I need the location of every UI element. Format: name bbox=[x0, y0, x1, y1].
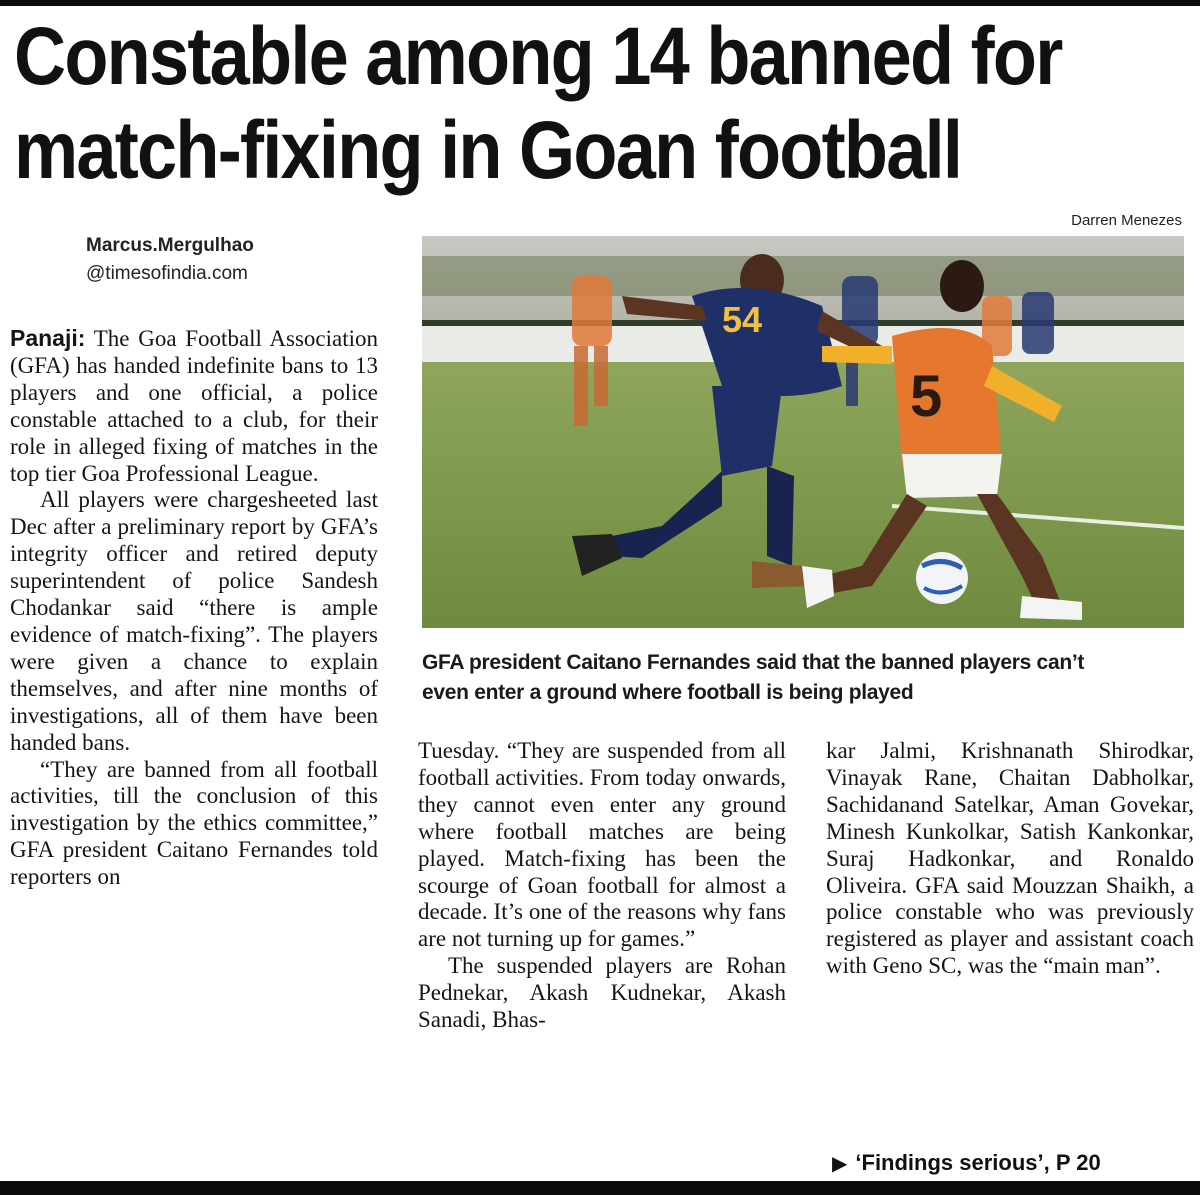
article-paragraph: All players were chargesheeted last Dec after a preliminary report by GFA’s integrity officer and retired deputy superintendent of police Sandesh Chodankar said “there is ample evidence of match-fixing”. The players were given a chance to explain themselves, and after nine months of investigations, all of them have been handed bans. bbox=[10, 487, 378, 755]
caption-line-2: even enter a ground where football is being played bbox=[422, 681, 914, 704]
headline-line-1: Constable among 14 banned for bbox=[14, 11, 1062, 102]
bottom-rule bbox=[0, 1181, 1200, 1195]
article-paragraph: The suspended players are Rohan Pednekar, Akash Kudnekar, Akash Sanadi, Bhas- bbox=[418, 953, 786, 1033]
article-paragraph bbox=[10, 325, 378, 487]
byline-email: @timesofindia.com bbox=[86, 263, 248, 284]
football-match-illustration bbox=[422, 236, 1184, 628]
jersey-number-54: 54 bbox=[722, 299, 763, 340]
match-photo bbox=[422, 236, 1184, 628]
dateline: Panaji: bbox=[10, 325, 86, 351]
continued-on-page-link[interactable] bbox=[832, 1150, 1101, 1176]
jersey-number-5: 5 bbox=[910, 364, 943, 429]
headline-line-2: match-fixing in Goan football bbox=[14, 105, 962, 196]
play-arrow-icon: ▶ bbox=[832, 1152, 848, 1175]
article-text: The Goa Football Association (GFA) has handed indefinite bans to 13 players and one official, a police constable attached to a club, for their role in alleged fixing of matches in the top tier Goa Professional League. bbox=[10, 326, 378, 486]
article-paragraph: Tuesday. “They are suspended from all football activities. From today onwards, they cannot even enter any ground where football matches are being played. Match-fixing has been the scourge of Goan football for almost a decade. It’s one of the reasons why fans are not turning up for games.” bbox=[418, 738, 786, 952]
byline-name: Marcus.Mergulhao bbox=[86, 235, 254, 256]
article-paragraph: “They are banned from all football activities, till the conclusion of this investigation by the ethics committee,” GFA president Caitano Fernandes told reporters on bbox=[10, 756, 378, 890]
continued-text: ‘Findings serious’, P 20 bbox=[855, 1150, 1101, 1175]
football-icon bbox=[916, 552, 968, 604]
caption-line-1: GFA president Caitano Fernandes said that the banned players can’t bbox=[422, 651, 1085, 674]
photo-caption bbox=[422, 648, 1192, 708]
article-column-3 bbox=[826, 738, 1194, 980]
article-column-2 bbox=[418, 738, 786, 1034]
headline bbox=[14, 10, 1062, 198]
byline bbox=[86, 232, 254, 288]
photo-credit: Darren Menezes bbox=[1071, 212, 1182, 229]
top-rule bbox=[0, 0, 1200, 6]
article-column-1 bbox=[10, 325, 378, 891]
article-paragraph: kar Jalmi, Krishnanath Shirodkar, Vinayak Rane, Chaitan Dabholkar, Sachidanand Satelkar, Aman Govekar, Minesh Kunkolkar, Satish Kankonkar, Suraj Hadkonkar, and Ronaldo Oliveira. GFA said Mouzzan Shaikh, a police constable who was previously registered as player and assistant coach with Geno SC, was the “main man”. bbox=[826, 738, 1194, 979]
